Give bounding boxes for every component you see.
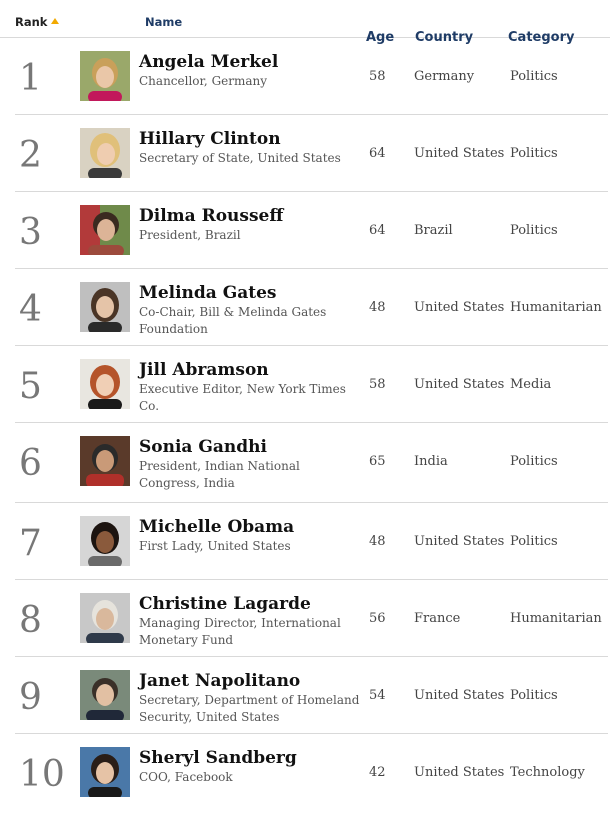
table-row[interactable] bbox=[15, 38, 608, 115]
person-name[interactable]: Melinda Gates bbox=[139, 283, 277, 303]
category-value: Media bbox=[510, 377, 552, 392]
table-row[interactable] bbox=[15, 346, 608, 423]
country-value: United States bbox=[414, 765, 505, 780]
person-title: Secretary of State, United States bbox=[139, 151, 341, 165]
person-name[interactable]: Sheryl Sandberg bbox=[139, 748, 297, 768]
category-value: Humanitarian bbox=[510, 300, 602, 315]
person-title: Managing Director, International Monetary Fund bbox=[139, 616, 341, 647]
category-column-header[interactable]: Category bbox=[508, 30, 575, 45]
country-value: United States bbox=[414, 146, 505, 161]
person-name[interactable]: Dilma Rousseff bbox=[139, 206, 284, 226]
category-value: Politics bbox=[510, 534, 558, 549]
person-name[interactable]: Hillary Clinton bbox=[139, 129, 281, 149]
table-row[interactable] bbox=[15, 657, 608, 734]
person-title: COO, Facebook bbox=[139, 770, 233, 784]
country-value: France bbox=[414, 611, 461, 626]
rank-number: 9 bbox=[19, 677, 42, 718]
country-value: United States bbox=[414, 377, 505, 392]
category-value: Humanitarian bbox=[510, 611, 602, 626]
portrait-photo[interactable] bbox=[80, 593, 130, 643]
age-column-header[interactable]: Age bbox=[366, 30, 395, 45]
country-column-header[interactable]: Country bbox=[415, 30, 474, 45]
age-value: 64 bbox=[369, 146, 386, 161]
rank-number: 10 bbox=[19, 754, 65, 795]
portrait-photo[interactable] bbox=[80, 128, 130, 178]
age-value: 64 bbox=[369, 223, 386, 238]
category-value: Technology bbox=[510, 765, 585, 780]
name-column-header[interactable]: Name bbox=[145, 15, 183, 29]
country-value: Germany bbox=[414, 69, 475, 84]
rank-number: 7 bbox=[19, 523, 42, 564]
ranking-list bbox=[0, 38, 610, 811]
portrait-photo[interactable] bbox=[80, 282, 130, 332]
portrait-photo[interactable] bbox=[80, 747, 130, 797]
person-title: Chancellor, Germany bbox=[139, 74, 268, 88]
table-row[interactable] bbox=[15, 423, 608, 503]
rank-number: 3 bbox=[19, 212, 42, 253]
person-title: President, Indian National Congress, India bbox=[139, 459, 300, 490]
age-value: 42 bbox=[369, 765, 386, 780]
category-value: Politics bbox=[510, 454, 558, 469]
rank-number: 4 bbox=[19, 289, 42, 330]
rank-number: 5 bbox=[19, 366, 42, 407]
person-name[interactable]: Angela Merkel bbox=[139, 52, 279, 72]
portrait-photo[interactable] bbox=[80, 436, 130, 486]
person-name[interactable]: Michelle Obama bbox=[139, 517, 295, 537]
rank-number: 8 bbox=[19, 600, 42, 641]
rank-header-label: Rank bbox=[15, 15, 48, 29]
table-row[interactable] bbox=[15, 580, 608, 657]
person-name[interactable]: Jill Abramson bbox=[139, 360, 269, 380]
person-title: Executive Editor, New York Times Co. bbox=[139, 382, 346, 413]
table-row[interactable] bbox=[15, 192, 608, 269]
person-title: Secretary, Department of Homeland Security, United States bbox=[139, 693, 360, 724]
age-value: 54 bbox=[369, 688, 386, 703]
country-value: Brazil bbox=[414, 223, 453, 238]
category-value: Politics bbox=[510, 688, 558, 703]
age-value: 48 bbox=[369, 534, 386, 549]
category-value: Politics bbox=[510, 146, 558, 161]
age-value: 58 bbox=[369, 377, 386, 392]
portrait-photo[interactable] bbox=[80, 359, 130, 409]
person-title: Co-Chair, Bill & Melinda Gates Foundation bbox=[139, 305, 327, 336]
rank-number: 6 bbox=[19, 443, 42, 484]
age-value: 56 bbox=[369, 611, 386, 626]
table-header bbox=[0, 0, 610, 45]
rank-column-header[interactable] bbox=[15, 15, 59, 29]
country-value: United States bbox=[414, 300, 505, 315]
person-name[interactable]: Christine Lagarde bbox=[139, 594, 311, 614]
rank-number: 1 bbox=[19, 58, 42, 99]
person-name[interactable]: Sonia Gandhi bbox=[139, 437, 267, 457]
portrait-photo[interactable] bbox=[80, 51, 130, 101]
table-row[interactable] bbox=[15, 734, 608, 811]
person-title: President, Brazil bbox=[139, 228, 241, 242]
table-row[interactable] bbox=[15, 115, 608, 192]
category-value: Politics bbox=[510, 69, 558, 84]
table-row[interactable] bbox=[15, 269, 608, 346]
sort-ascending-icon[interactable] bbox=[51, 18, 59, 24]
country-value: India bbox=[414, 454, 448, 469]
country-value: United States bbox=[414, 534, 505, 549]
portrait-photo[interactable] bbox=[80, 205, 130, 255]
category-value: Politics bbox=[510, 223, 558, 238]
person-title: First Lady, United States bbox=[139, 539, 291, 553]
person-name[interactable]: Janet Napolitano bbox=[139, 671, 301, 691]
table-row[interactable] bbox=[15, 503, 608, 580]
rank-number: 2 bbox=[19, 135, 42, 176]
portrait-photo[interactable] bbox=[80, 516, 130, 566]
age-value: 58 bbox=[369, 69, 386, 84]
country-value: United States bbox=[414, 688, 505, 703]
portrait-photo[interactable] bbox=[80, 670, 130, 720]
age-value: 65 bbox=[369, 454, 386, 469]
age-value: 48 bbox=[369, 300, 386, 315]
